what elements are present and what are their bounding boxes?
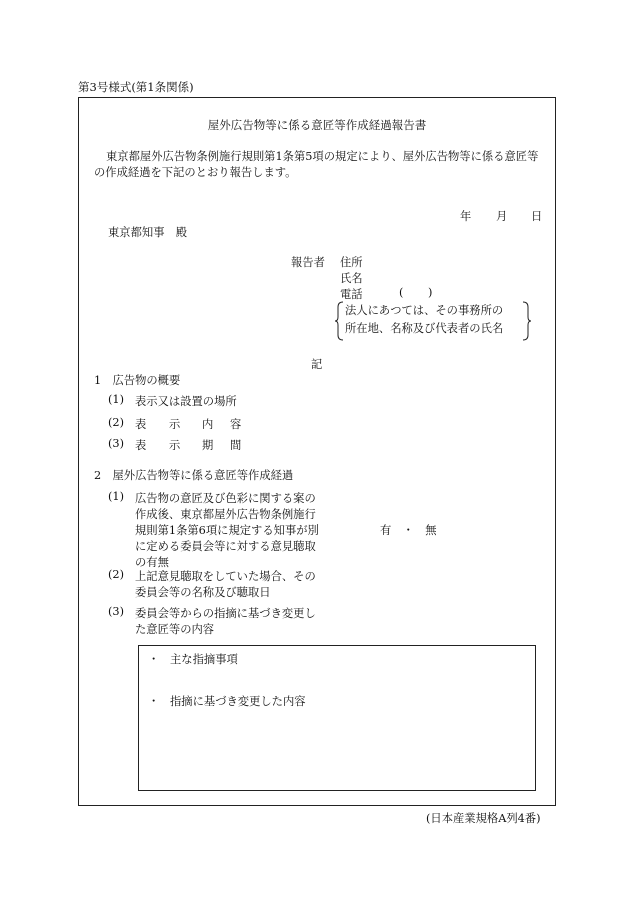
left-brace-icon (334, 301, 344, 341)
item-1-3-char-2: 示 (169, 439, 181, 452)
paper-size-note: (日本産業規格A列4番) (426, 812, 541, 825)
date-month-label: 月 (496, 210, 508, 223)
corporate-note-line-2: 所在地、名称及び代表者の氏名 (345, 322, 504, 335)
item-2-1-line-3: 規則第1条第6項に規定する知事が別 (135, 524, 319, 537)
item-1-1-number: (1) (108, 393, 125, 406)
section-2-heading: 2 屋外広告物等に係る意匠等作成経過 (94, 469, 294, 482)
yes-no-choice: 有 ・ 無 (380, 524, 437, 537)
item-2-1-line-1: 広告物の意匠及び色彩に関する案の (135, 492, 316, 505)
reporter-address-label: 住所 (340, 256, 363, 269)
item-2-1-line-2: 作成後、東京都屋外広告物条例施行 (135, 508, 316, 521)
item-1-3-char-4: 間 (230, 439, 242, 452)
right-brace-icon (522, 301, 532, 341)
item-1-2-char-1: 表 (135, 418, 147, 431)
item-1-3-char-3: 期 (202, 439, 214, 452)
main-points-label: 主な指摘事項 (170, 653, 238, 666)
item-1-3-number: (3) (108, 437, 125, 450)
intro-line-1: 東京都屋外広告物条例施行規則第1条第5項の規定により、屋外広告物等に係る意匠等 (106, 150, 539, 163)
addressee: 東京都知事 殿 (108, 226, 188, 239)
document-title: 屋外広告物等に係る意匠等作成経過報告書 (207, 118, 427, 132)
bullet-2-icon: ・ (148, 695, 160, 708)
item-2-1-number: (1) (108, 490, 125, 503)
item-2-3-line-2: た意匠等の内容 (135, 623, 215, 636)
changes-label: 指摘に基づき変更した内容 (170, 695, 306, 708)
intro-line-2: の作成経過を下記のとおり報告します。 (94, 166, 297, 179)
item-1-1-label: 表示又は設置の場所 (135, 395, 237, 408)
ki-heading: 記 (311, 358, 323, 371)
reporter-name-label: 氏名 (340, 272, 363, 285)
item-2-3-line-1: 委員会等からの指摘に基づき変更し (135, 607, 316, 620)
item-1-2-char-2: 示 (169, 418, 181, 431)
phone-paren-open: ( (399, 286, 404, 299)
corporate-note-line-1: 法人にあつては、その事務所の (345, 304, 504, 317)
phone-paren-close: ) (428, 286, 433, 299)
item-2-3-number: (3) (108, 605, 125, 618)
item-2-2-number: (2) (108, 568, 125, 581)
reporter-phone-label: 電話 (340, 288, 363, 301)
item-1-2-number: (2) (108, 416, 125, 429)
item-1-3-char-1: 表 (135, 439, 147, 452)
item-1-2-char-4: 容 (230, 418, 242, 431)
form-number-label: 第3号様式(第1条関係) (78, 80, 194, 94)
item-2-1-line-4: に定める委員会等に対する意見聴取 (135, 540, 316, 553)
reporter-label: 報告者 (291, 256, 325, 269)
section-1-heading: 1 広告物の概要 (94, 374, 181, 387)
item-2-1-line-5: の有無 (135, 556, 169, 569)
item-2-2-line-2: 委員会等の名称及び聴取日 (135, 586, 271, 599)
bullet-1-icon: ・ (148, 653, 160, 666)
date-year-label: 年 (460, 210, 472, 223)
item-1-2-char-3: 内 (202, 418, 214, 431)
intro-paragraph (94, 149, 554, 181)
date-day-label: 日 (531, 210, 543, 223)
item-2-2-line-1: 上記意見聴取をしていた場合、その (135, 570, 316, 583)
